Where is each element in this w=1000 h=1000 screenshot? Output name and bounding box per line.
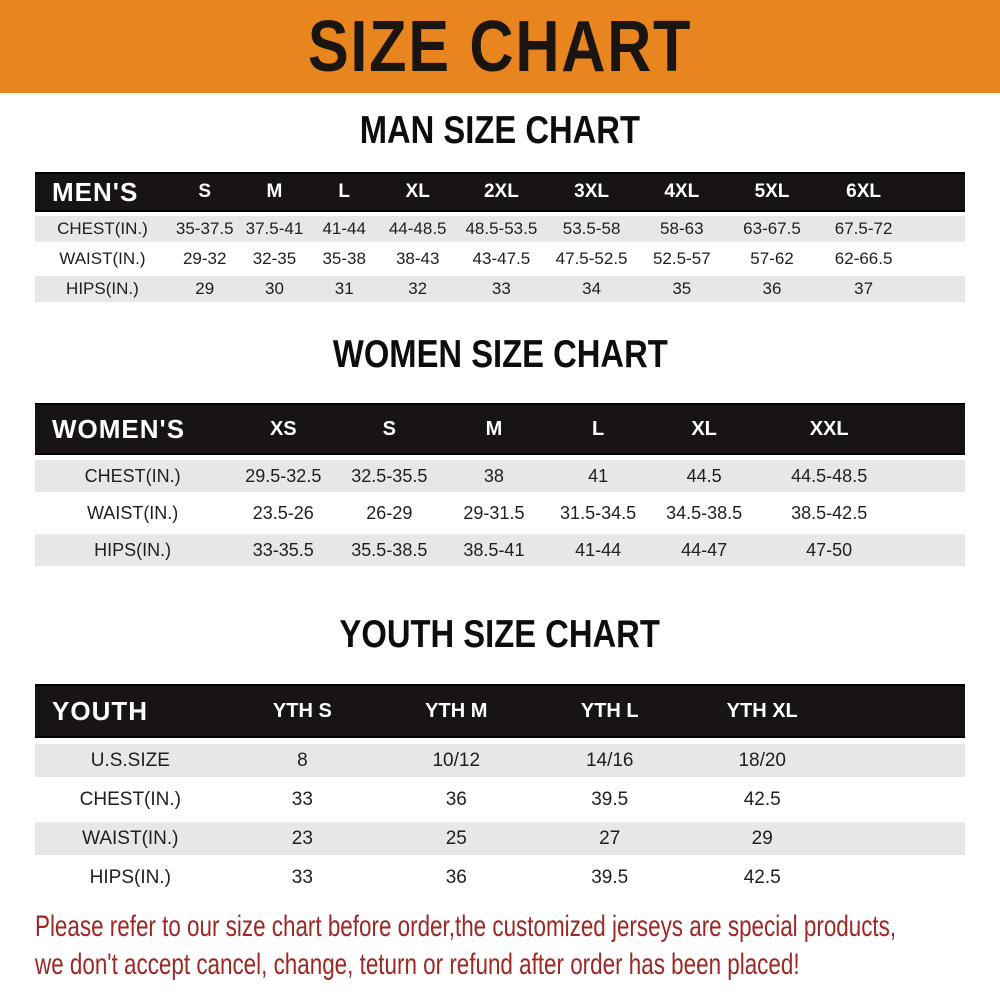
table-header-row (35, 403, 965, 455)
header-spacer (838, 684, 965, 738)
size-cell: 62-66.5 (817, 242, 910, 272)
row-label: U.S.SIZE (35, 738, 226, 777)
column-header: M (442, 403, 545, 455)
row-spacer (838, 777, 965, 816)
size-cell: 29-31.5 (442, 492, 545, 529)
size-cell: 42.5 (686, 855, 839, 894)
row-spacer (910, 272, 965, 302)
column-header: L (309, 172, 379, 212)
column-header: 2XL (456, 172, 546, 212)
row-spacer (838, 816, 965, 855)
row-label: WAIST(IN.) (35, 492, 230, 529)
banner-title: SIZE CHART (307, 6, 693, 87)
table-row (35, 816, 965, 855)
table-header-row (35, 684, 965, 738)
column-header: YTH L (533, 684, 686, 738)
column-header: XL (651, 403, 758, 455)
size-cell: 44.5 (651, 455, 758, 492)
table-header-row (35, 172, 965, 212)
row-spacer (901, 492, 965, 529)
table-header-label: YOUTH (35, 684, 226, 738)
column-header: XS (230, 403, 336, 455)
size-cell: 37 (817, 272, 910, 302)
column-header: YTH XL (686, 684, 839, 738)
table-row (35, 492, 965, 529)
column-header: 3XL (546, 172, 636, 212)
size-cell: 58-63 (637, 212, 727, 242)
size-cell: 32-35 (240, 242, 310, 272)
size-cell: 32.5-35.5 (336, 455, 442, 492)
column-header: 5XL (727, 172, 817, 212)
womens-size-table (35, 403, 965, 566)
size-cell: 35.5-38.5 (336, 529, 442, 566)
table-row (35, 212, 965, 242)
size-cell: 33-35.5 (230, 529, 336, 566)
size-cell: 37.5-41 (240, 212, 310, 242)
footer-note (35, 908, 965, 984)
column-header: L (546, 403, 651, 455)
column-header: XL (379, 172, 456, 212)
size-cell: 27 (533, 816, 686, 855)
table-row (35, 777, 965, 816)
size-cell: 23 (226, 816, 379, 855)
table-row (35, 242, 965, 272)
youth-size-table (35, 684, 965, 894)
column-header: 6XL (817, 172, 910, 212)
row-label: CHEST(IN.) (35, 455, 230, 492)
size-cell: 14/16 (533, 738, 686, 777)
size-cell: 31.5-34.5 (546, 492, 651, 529)
man-section-title (0, 109, 1000, 158)
table-header-label: WOMEN'S (35, 403, 230, 455)
row-label: CHEST(IN.) (35, 212, 170, 242)
row-spacer (910, 242, 965, 272)
table-row (35, 455, 965, 492)
header-spacer (910, 172, 965, 212)
size-cell: 35 (637, 272, 727, 302)
size-cell: 47.5-52.5 (546, 242, 636, 272)
column-header: YTH M (379, 684, 533, 738)
row-spacer (838, 738, 965, 777)
banner (0, 0, 1000, 93)
size-cell: 41 (546, 455, 651, 492)
footer-line-2 (35, 946, 965, 984)
size-cell: 52.5-57 (637, 242, 727, 272)
women-section-title-text: WOMEN SIZE CHART (332, 333, 668, 376)
size-cell: 29.5-32.5 (230, 455, 336, 492)
row-label: CHEST(IN.) (35, 777, 226, 816)
size-cell: 26-29 (336, 492, 442, 529)
size-cell: 33 (226, 855, 379, 894)
column-header: XXL (758, 403, 901, 455)
size-cell: 38.5-42.5 (758, 492, 901, 529)
row-label: HIPS(IN.) (35, 272, 170, 302)
column-header: M (240, 172, 310, 212)
size-cell: 67.5-72 (817, 212, 910, 242)
mens-size-table (35, 172, 965, 302)
size-cell: 35-37.5 (170, 212, 240, 242)
youth-section-title (0, 613, 1000, 662)
size-cell: 25 (379, 816, 533, 855)
size-cell: 36 (379, 777, 533, 816)
size-cell: 39.5 (533, 855, 686, 894)
size-cell: 41-44 (546, 529, 651, 566)
size-cell: 38-43 (379, 242, 456, 272)
women-section-title (0, 333, 1000, 382)
size-cell: 10/12 (379, 738, 533, 777)
row-spacer (838, 855, 965, 894)
table-row (35, 272, 965, 302)
size-cell: 48.5-53.5 (456, 212, 546, 242)
size-cell: 44.5-48.5 (758, 455, 901, 492)
size-cell: 31 (309, 272, 379, 302)
size-cell: 36 (727, 272, 817, 302)
column-header: S (170, 172, 240, 212)
size-cell: 8 (226, 738, 379, 777)
size-cell: 29 (686, 816, 839, 855)
footer-line-1 (35, 908, 965, 946)
row-spacer (901, 455, 965, 492)
size-cell: 29 (170, 272, 240, 302)
size-cell: 30 (240, 272, 310, 302)
table-row (35, 855, 965, 894)
table-row (35, 738, 965, 777)
row-spacer (901, 529, 965, 566)
column-header: S (336, 403, 442, 455)
size-cell: 33 (226, 777, 379, 816)
size-cell: 36 (379, 855, 533, 894)
size-cell: 35-38 (309, 242, 379, 272)
size-cell: 34.5-38.5 (651, 492, 758, 529)
size-cell: 47-50 (758, 529, 901, 566)
row-label: HIPS(IN.) (35, 855, 226, 894)
size-cell: 29-32 (170, 242, 240, 272)
column-header: YTH S (226, 684, 379, 738)
size-cell: 63-67.5 (727, 212, 817, 242)
table-header-label: MEN'S (35, 172, 170, 212)
footer-line-1-text: Please refer to our size chart before order,the customized jerseys are special products, (35, 910, 897, 943)
header-spacer (901, 403, 965, 455)
row-spacer (910, 212, 965, 242)
size-cell: 44-47 (651, 529, 758, 566)
row-label: WAIST(IN.) (35, 816, 226, 855)
size-cell: 43-47.5 (456, 242, 546, 272)
table-row (35, 529, 965, 566)
size-cell: 32 (379, 272, 456, 302)
size-cell: 57-62 (727, 242, 817, 272)
size-cell: 39.5 (533, 777, 686, 816)
size-cell: 41-44 (309, 212, 379, 242)
size-cell: 23.5-26 (230, 492, 336, 529)
size-cell: 38 (442, 455, 545, 492)
row-label: HIPS(IN.) (35, 529, 230, 566)
man-section-title-text: MAN SIZE CHART (359, 109, 641, 152)
row-label: WAIST(IN.) (35, 242, 170, 272)
column-header: 4XL (637, 172, 727, 212)
size-cell: 18/20 (686, 738, 839, 777)
youth-section-title-text: YOUTH SIZE CHART (339, 613, 661, 656)
size-cell: 34 (546, 272, 636, 302)
size-cell: 33 (456, 272, 546, 302)
size-cell: 38.5-41 (442, 529, 545, 566)
size-cell: 44-48.5 (379, 212, 456, 242)
size-cell: 42.5 (686, 777, 839, 816)
size-cell: 53.5-58 (546, 212, 636, 242)
footer-line-2-text: we don't accept cancel, change, teturn or refund after order has been placed! (35, 948, 800, 981)
